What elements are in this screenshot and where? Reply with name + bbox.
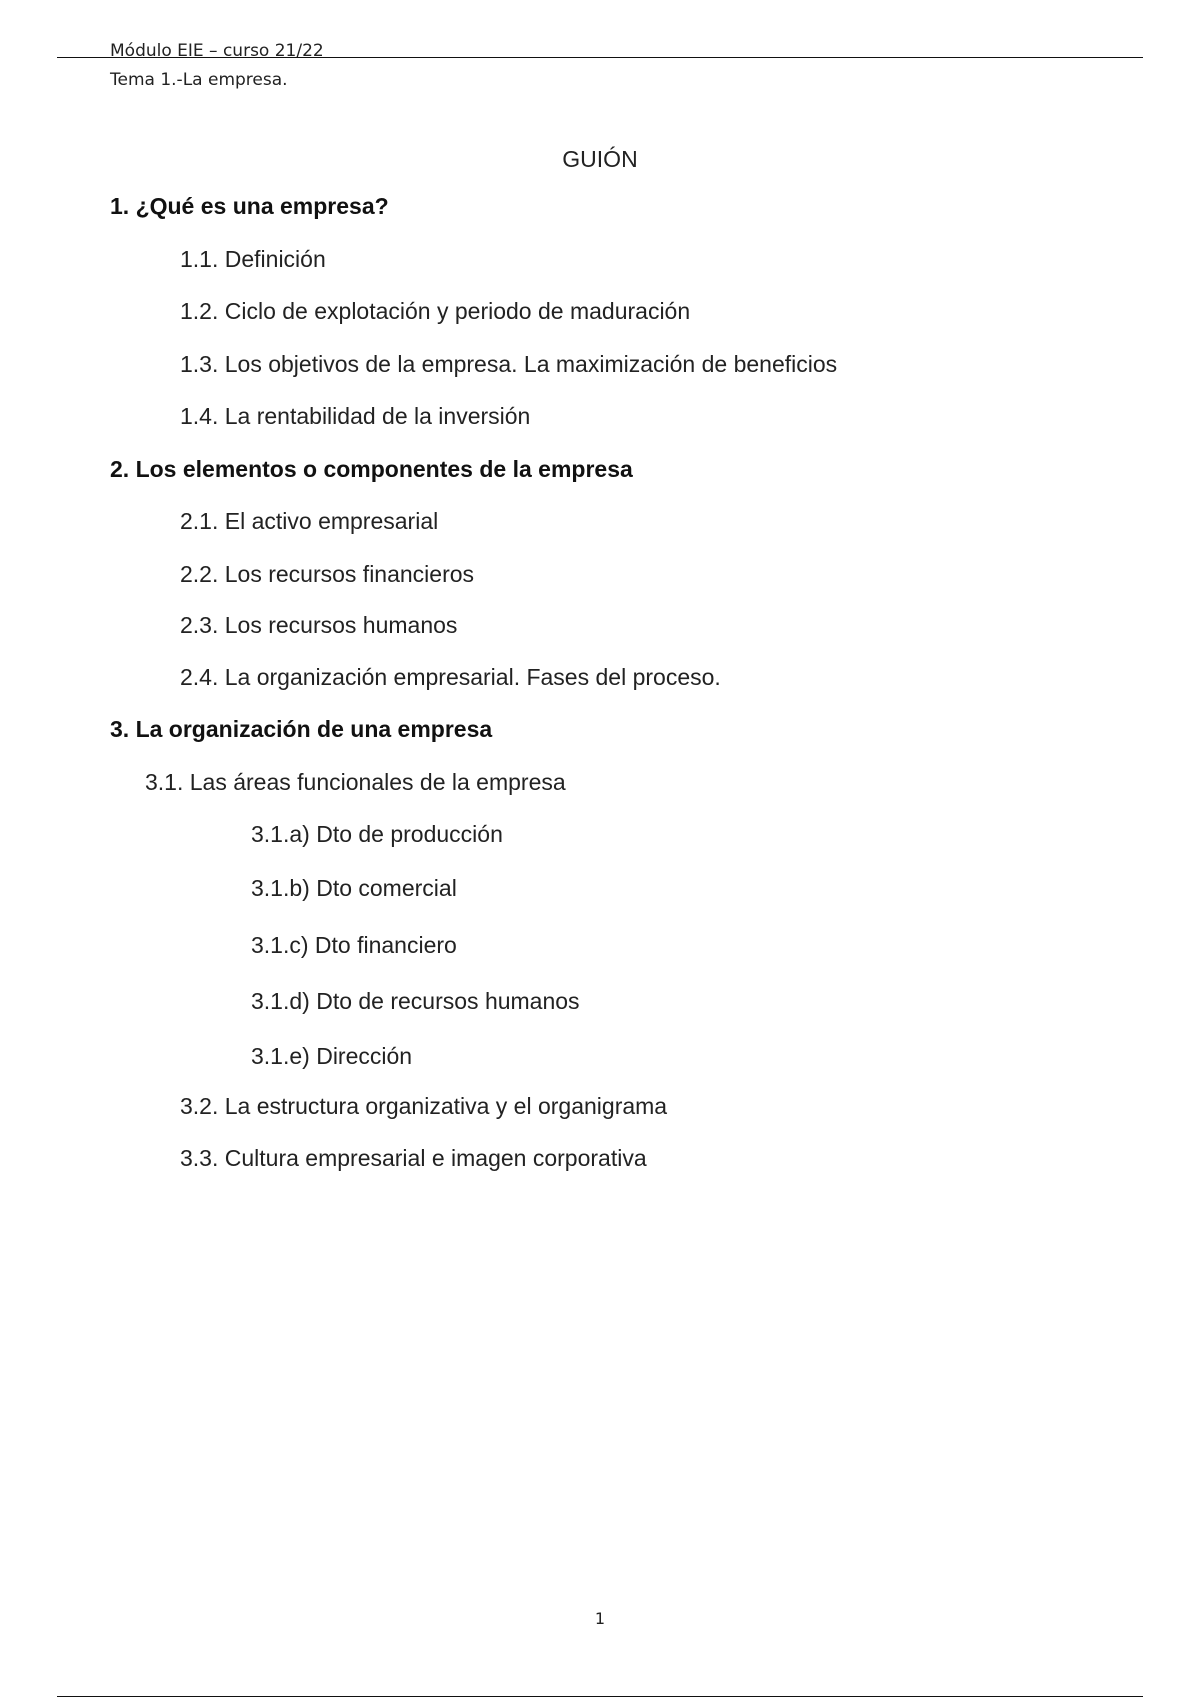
outline-item-1-4: 1.4. La rentabilidad de la inversión bbox=[180, 403, 531, 429]
outline-item-3-3: 3.3. Cultura empresarial e imagen corporativa bbox=[180, 1145, 647, 1171]
section-heading-3: 3. La organización de una empresa bbox=[110, 716, 493, 742]
outline-subitem-3-1-c: 3.1.c) Dto financiero bbox=[251, 932, 457, 958]
header-course: Módulo EIE – curso 21/22 bbox=[110, 41, 324, 61]
outline-item-3-2: 3.2. La estructura organizativa y el organigrama bbox=[180, 1093, 668, 1119]
outline-item-2-4: 2.4. La organización empresarial. Fases del proceso. bbox=[180, 664, 721, 690]
outline-item-1-2: 1.2. Ciclo de explotación y periodo de maduración bbox=[180, 298, 691, 324]
outline-subitem-3-1-b: 3.1.b) Dto comercial bbox=[251, 875, 457, 901]
outline-subitem-3-1-e: 3.1.e) Dirección bbox=[251, 1043, 413, 1069]
page-number: 1 bbox=[594, 1609, 606, 1628]
section-heading-1: 1. ¿Qué es una empresa? bbox=[110, 193, 389, 219]
outline-item-1-1: 1.1. Definición bbox=[180, 246, 326, 272]
outline-subitem-3-1-a: 3.1.a) Dto de producción bbox=[251, 821, 503, 847]
outline-item-2-1: 2.1. El activo empresarial bbox=[180, 508, 439, 534]
outline-item-3-1: 3.1. Las áreas funcionales de la empresa bbox=[145, 769, 566, 795]
header-topic: Tema 1.-La empresa. bbox=[110, 70, 288, 90]
outline-item-2-2: 2.2. Los recursos financieros bbox=[180, 561, 475, 587]
section-heading-2: 2. Los elementos o componentes de la empresa bbox=[110, 456, 633, 482]
header-rule bbox=[57, 57, 1143, 58]
footer-rule bbox=[57, 1696, 1143, 1697]
outline-item-1-3: 1.3. Los objetivos de la empresa. La maximización de beneficios bbox=[180, 351, 838, 377]
document-title: GUIÓN bbox=[562, 146, 638, 172]
outline-item-2-3: 2.3. Los recursos humanos bbox=[180, 612, 458, 638]
outline-subitem-3-1-d: 3.1.d) Dto de recursos humanos bbox=[251, 988, 580, 1014]
